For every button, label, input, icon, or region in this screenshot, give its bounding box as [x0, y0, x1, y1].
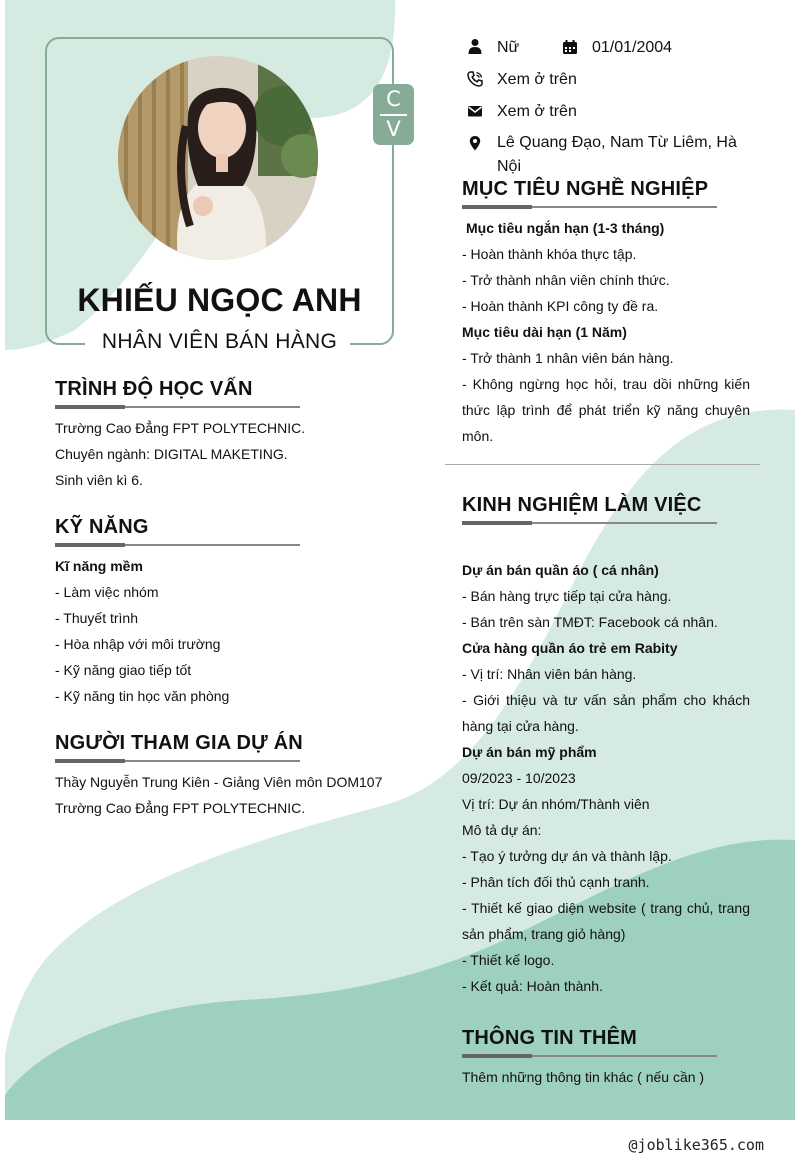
experience-item: - Thiết kế giao diện website ( trang chủ, trang sản phẩm, trang giỏ hàng): [462, 900, 750, 942]
birthdate-value: 01/01/2004: [592, 39, 673, 56]
objective-underline: [462, 206, 717, 208]
education-title: TRÌNH ĐỘ HỌC VẤN: [55, 378, 253, 400]
long-term-title: Mục tiêu dài hạn (1 Năm): [462, 324, 627, 340]
map-pin-icon: [467, 135, 483, 151]
project-title: Cửa hàng quần áo trẻ em Rabity: [462, 640, 678, 656]
avatar-photo: [118, 56, 318, 260]
experience-item: - Giới thiệu và tư vấn sản phẩm cho khách hàng tại cửa hàng.: [462, 692, 750, 734]
objective-item: - Hoàn thành KPI công ty đề ra.: [462, 298, 659, 314]
skills-list: [55, 553, 315, 709]
email-value: Xem ở trên: [497, 103, 577, 120]
objective-title: MỤC TIÊU NGHỀ NGHIỆP: [462, 178, 709, 200]
experience-item: - Tạo ý tưởng dự án và thành lập.: [462, 848, 672, 864]
experience-item: - Bán hàng trực tiếp tại cửa hàng.: [462, 588, 672, 604]
experience-item: - Thiết kế logo.: [462, 952, 555, 968]
candidate-name: KHIẾU NGỌC ANH: [77, 282, 362, 318]
footer-brand: @joblike365.com: [628, 1136, 764, 1154]
project-title: Dự án bán mỹ phẩm: [462, 744, 597, 760]
extra-underline: [462, 1055, 717, 1057]
phone-value: Xem ở trên: [497, 71, 577, 88]
address-line-1: Lê Quang Đạo, Nam Từ Liêm, Hà: [497, 134, 737, 151]
cv-badge-top: C: [386, 87, 401, 111]
calendar-icon: [562, 39, 578, 55]
experience-item: - Vị trí: Nhân viên bán hàng.: [462, 666, 637, 682]
phone-icon: [467, 71, 483, 87]
experience-item: 09/2023 - 10/2023: [462, 770, 576, 786]
skills-underline: [55, 544, 300, 546]
skills-subtitle: Kĩ năng mềm: [55, 558, 143, 574]
experience-item: - Kết quả: Hoàn thành.: [462, 978, 603, 994]
skill-item: - Thuyết trình: [55, 610, 139, 626]
experience-list: [462, 557, 750, 999]
extra-title: THÔNG TIN THÊM: [462, 1027, 638, 1049]
reference-line: Trường Cao Đẳng FPT POLYTECHNIC.: [55, 800, 306, 816]
objective-item: - Không ngừng học hỏi, trau dồi những kiến thức lập trình để phát triển kỹ năng chuyên môn.: [462, 376, 750, 444]
education-underline: [55, 406, 300, 408]
extra-list: [462, 1064, 750, 1090]
references-title: NGƯỜI THAM GIA DỰ ÁN: [55, 732, 303, 754]
references-list: [55, 769, 395, 821]
education-line: Trường Cao Đẳng FPT POLYTECHNIC.: [55, 420, 306, 436]
reference-line: Thầy Nguyễn Trung Kiên - Giảng Viên môn DOM107: [55, 774, 383, 790]
experience-item: Vị trí: Dự án nhóm/Thành viên: [462, 796, 650, 812]
education-line: Chuyên ngành: DIGITAL MAKETING.: [55, 446, 288, 462]
skill-item: - Làm việc nhóm: [55, 584, 159, 600]
cv-badge-divider: [380, 114, 407, 116]
address-value: [497, 131, 737, 179]
cv-page: [5, 0, 795, 1120]
skills-title: KỸ NĂNG: [55, 516, 149, 538]
experience-title: KINH NGHIỆM LÀM VIỆC: [462, 494, 702, 516]
experience-item: - Phân tích đối thủ cạnh tranh.: [462, 874, 650, 890]
job-title: NHÂN VIÊN BÁN HÀNG: [101, 330, 338, 353]
skill-item: - Kỹ năng giao tiếp tốt: [55, 662, 192, 678]
cv-badge: [373, 84, 414, 145]
address-line-2: Nội: [497, 158, 522, 175]
envelope-icon: [467, 103, 483, 119]
objective-item: - Hoàn thành khóa thực tập.: [462, 246, 637, 262]
avatar: [118, 56, 318, 260]
objective-item: - Trở thành nhân viên chính thức.: [462, 272, 670, 288]
skill-item: - Hòa nhập với môi trường: [55, 636, 221, 652]
project-title: Dự án bán quần áo ( cá nhân): [462, 562, 659, 578]
user-icon: [467, 38, 483, 54]
gender-value: Nữ: [497, 39, 520, 56]
cv-badge-bottom: V: [386, 117, 401, 141]
section-divider: [445, 464, 760, 465]
skill-item: - Kỹ năng tin học văn phòng: [55, 688, 230, 704]
objective-list: [462, 215, 750, 449]
experience-item: - Bán trên sàn TMĐT: Facebook cá nhân.: [462, 614, 718, 630]
short-term-title: Mục tiêu ngắn hạn (1-3 tháng): [466, 220, 665, 236]
objective-item: - Trở thành 1 nhân viên bán hàng.: [462, 350, 674, 366]
extra-text: Thêm những thông tin khác ( nếu cần ): [462, 1069, 705, 1085]
education-line: Sinh viên kì 6.: [55, 472, 143, 488]
education-list: [55, 415, 315, 493]
experience-item: Mô tả dự án:: [462, 822, 542, 838]
references-underline: [55, 760, 300, 762]
experience-underline: [462, 522, 717, 524]
